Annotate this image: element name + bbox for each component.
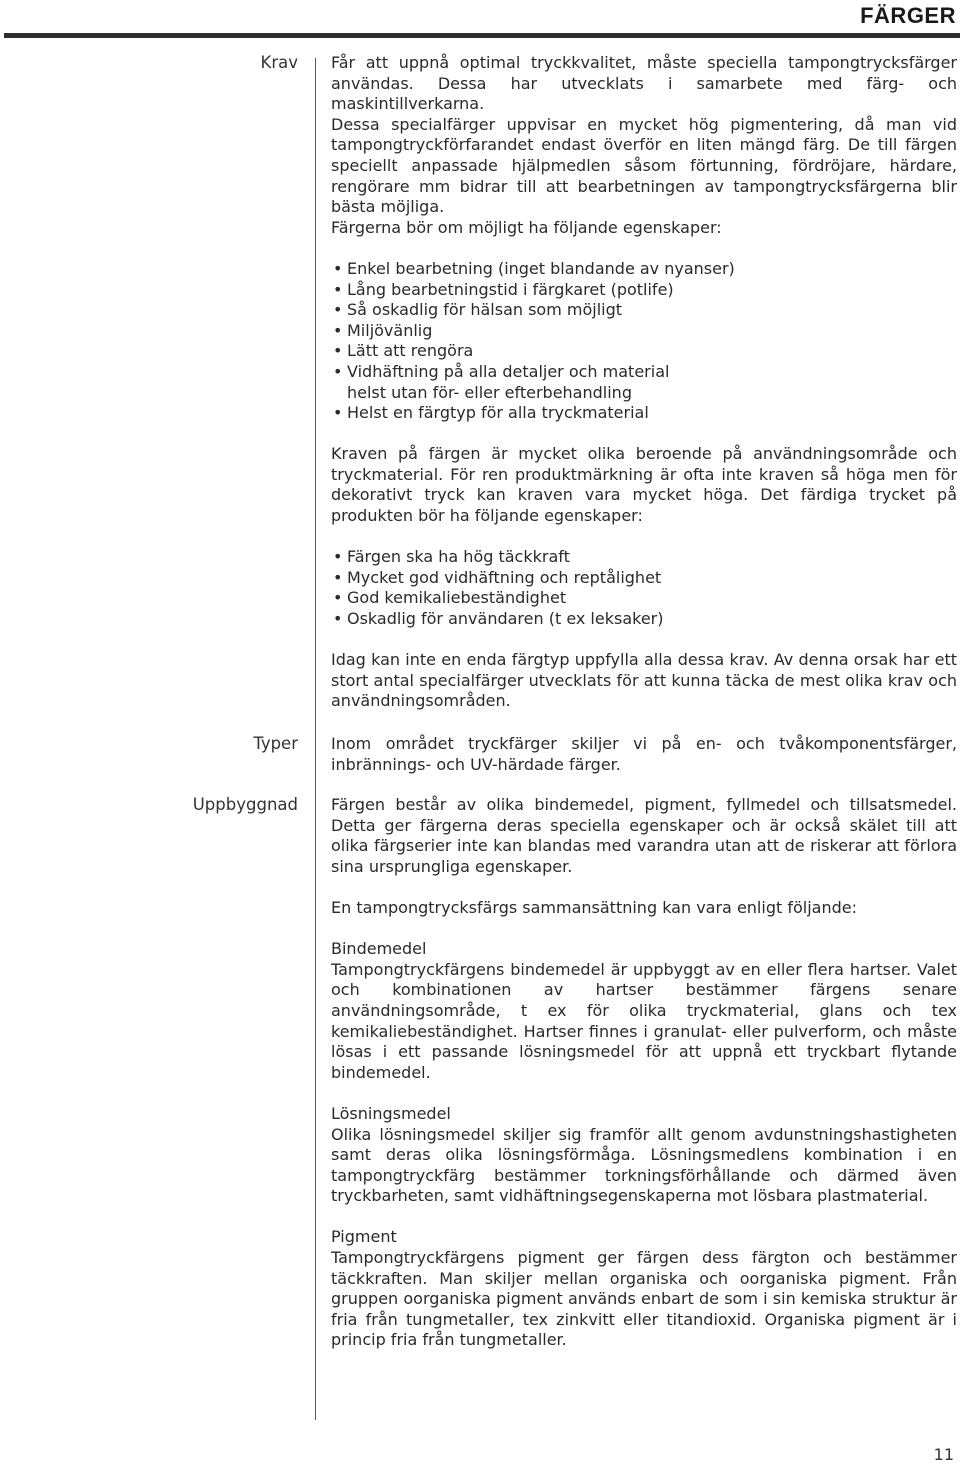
list-item: • Helst en färgtyp för alla tryckmaterial: [331, 403, 957, 424]
label-typer: Typer: [253, 734, 298, 753]
section-pigment: [331, 1227, 957, 1351]
label-uppbyggnad: Uppbyggnad: [192, 795, 298, 814]
column-divider: [315, 58, 316, 1420]
list-item: • Mycket god vidhäftning och reptålighet: [331, 568, 957, 589]
typer-paragraph: Inom området tryckfärger skiljer vi på en- och tvåkomponentsfärger, inbrännings- och UV-härdade färger.: [331, 734, 957, 774]
requirements-paragraph: Kraven på färgen är mycket olika beroende på användningsområde och tryckmaterial. För ren produktmärkning är ofta inte kraven så höga men för dekorativt tryck kan kraven vara mycket höga. Det färdiga trycket på produkten bör ha följande egenskaper:: [331, 444, 957, 526]
krav-intro: [331, 53, 957, 238]
list-item-text: Vidhäftning på alla detaljer och material: [347, 361, 670, 381]
section-typer: [331, 734, 957, 796]
list-item: • Färgen ska ha hög täckkraft: [331, 547, 957, 568]
section-bindemedel: [331, 939, 957, 1083]
composition-intro: En tampongtrycksfärgs sammansättning kan vara enligt följande:: [331, 897, 857, 917]
list-item: • God kemikaliebeständighet: [331, 588, 957, 609]
list-item: • Så oskadlig för hälsan som möjligt: [331, 300, 957, 321]
label-krav: Krav: [260, 53, 298, 72]
section-losningsmedel: [331, 1104, 957, 1207]
paragraph: Dessa specialfärger uppvisar en mycket hög pigmentering, då man vid tampongtryckförfarandet endast överför en liten mängd färg. De till färgen speciellt anpassade hjälpmedlen såsom förtunning, fördröjare, härdare, rengörare mm bidrar till att bearbetningen av tampongtrycksfärgerna blir bästa möjliga.: [331, 114, 957, 217]
list-item: • Enkel bearbetning (inget blandande av nyanser): [331, 259, 957, 280]
property-list: [331, 259, 957, 424]
header-divider: [4, 33, 960, 38]
uppbyggnad-intro: Färgen består av olika bindemedel, pigment, fyllmedel och tillsatsmedel. Detta ger färgerna deras speciella egenskaper och är också skälet till att olika färgserier inte kan blandas med varandra utan att de riskerar att förlora sina ursprungliga egenskaper.: [331, 795, 957, 876]
closing-paragraph: Idag kan inte en enda färgtyp uppfylla alla dessa krav. Av denna orsak har ett stort antal specialfärger utvecklats för att kunna täcka de mest olika krav och användningsområden.: [331, 650, 957, 711]
list-item: • Miljövänlig: [331, 321, 957, 342]
list-item: [331, 362, 957, 403]
list-item: • Oskadlig för användaren (t ex leksaker): [331, 609, 957, 630]
paragraph: Tampongtryckfärgens bindemedel är uppbyggt av en eller flera hartser. Valet och kombinationen av hartser bestämmer färgens senare användningsområde, t ex för olika tryckmaterial, glans och tex kemikaliebeständighet. Hartser finnes i granulat- eller pulverform, och måste lösas i ett passande lösningsmedel för att uppnå ett tryckbart flytande bindemedel.: [331, 959, 957, 1082]
subheading: Pigment: [331, 1227, 397, 1247]
section-uppbyggnad: [331, 795, 957, 1372]
paragraph: Får att uppnå optimal tryckkvalitet, måste speciella tampongtrycksfärger användas. Dessa har utvecklats i samarbete med färg- och maskintillverkarna.: [331, 53, 957, 114]
paragraph: Olika lösningsmedel skiljer sig framför allt genom avdunstningshastigheten samt deras olika lösningsförmåga. Lösningsmedlens kombination i en tampongtryckfärg bestämmer torkningsförhållande och därmed även tryckbarheten, samt vidhäftningsegenskaperna mot lösbara plastmaterial.: [331, 1124, 957, 1206]
subheading: Bindemedel: [331, 939, 427, 959]
page-number: 11: [933, 1445, 954, 1464]
subheading: Lösningsmedel: [331, 1103, 451, 1123]
paragraph: Tampongtryckfärgens pigment ger färgen dess färgton och bestämmer täckkraften. Man skiljer mellan organiska och oorganiska pigment. Från gruppen oorganiska pigment används enbart de som i sin kemiska struktur är fria från tungmetaller, tex zinkvitt eller titandioxid. Organiska pigment är i princip fria från tungmetaller.: [331, 1248, 957, 1350]
list-item: • Lång bearbetningstid i färgkaret (potlife): [331, 280, 957, 301]
list-item-continuation: helst utan för- eller efterbehandling: [347, 382, 632, 402]
paragraph: Färgerna bör om möjligt ha följande egenskaper:: [331, 217, 722, 237]
page-title: FÄRGER: [860, 3, 956, 28]
section-krav: [331, 53, 957, 733]
print-property-list: [331, 547, 957, 629]
list-item: • Lätt att rengöra: [331, 341, 957, 362]
